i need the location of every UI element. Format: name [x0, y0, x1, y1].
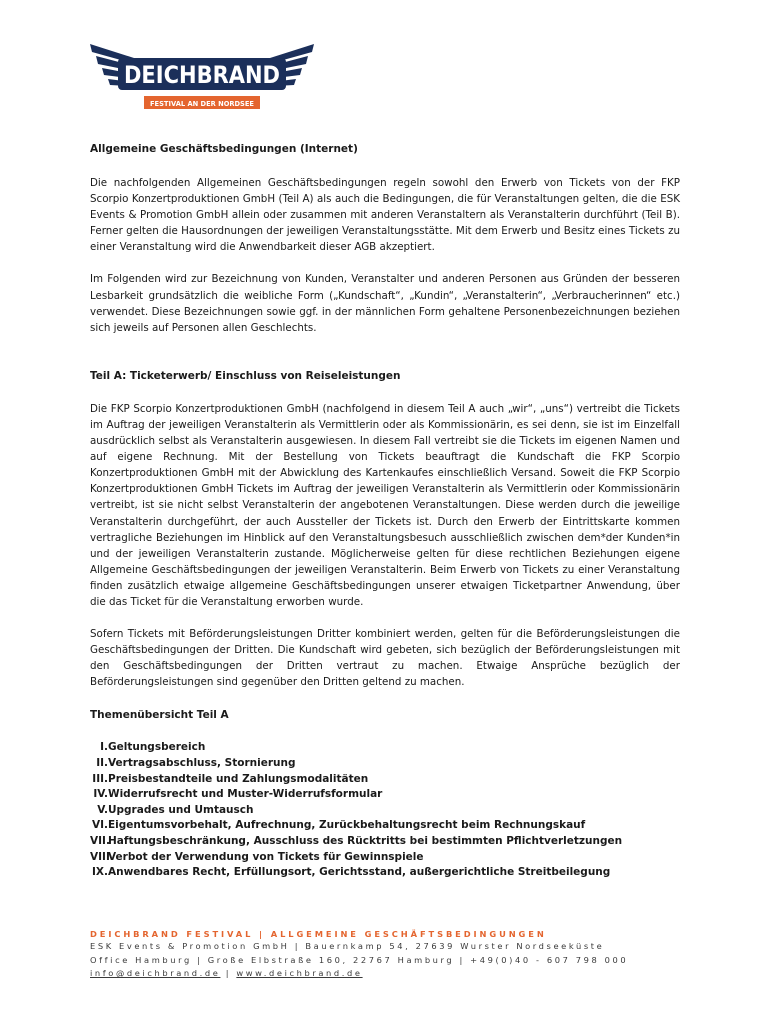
- document-body: [90, 138, 680, 881]
- toc-item: III. Preisbestandteile und Zahlungsmodalitäten: [92, 772, 369, 785]
- footer-office: Office Hamburg | Große Elbstraße 160, 22767 Hamburg | +49(0)40 - 607 798 000: [90, 954, 629, 965]
- intro-paragraph-1: Die nachfolgenden Allgemeinen Geschäftsbedingungen regeln sowohl den Erwerb von Tickets von der FKP Scorpio Konzertproduktionen GmbH (Teil A) als auch die Bedingungen, die für Veranstaltungen gelten, die die ESK Events & Promotion GmbH allein oder zusammen mit anderen Veranstaltern als Veranstalterin durchführt (Teil B). Ferner gelten die Hausordnungen der jeweiligen Veranstaltungsstätte. Mit dem Erwerb und Besitz eines Tickets zu einer Veranstaltung wird die Anwendbarkeit dieser AGB akzeptiert.: [90, 177, 680, 254]
- toc-item: V. Upgrades und Umtausch: [97, 803, 254, 816]
- email-link[interactable]: info@deichbrand.de: [90, 968, 221, 978]
- toc-list: [90, 740, 680, 880]
- toc-heading: Themenübersicht Teil A: [90, 709, 229, 722]
- footer-title: DEICHBRAND FESTIVAL | ALLGEMEINE GESCHÄFTSBEDINGUNGEN: [90, 929, 547, 939]
- document-title: Allgemeine Geschäftsbedingungen (Internet): [90, 143, 358, 155]
- footer-links: [90, 967, 690, 981]
- toc-item: II. Vertragsabschluss, Stornierung: [96, 757, 296, 770]
- toc-item: VI. Eigentumsvorbehalt, Aufrechnung, Zurückbehaltungsrecht beim Rechnungskauf: [91, 819, 586, 832]
- logo-tagline: FESTIVAL AN DER NORDSEE: [150, 100, 255, 108]
- footer-separator: |: [225, 968, 232, 978]
- toc-item: IV. Widerrufsrecht und Muster-Widerrufsformular: [93, 788, 383, 801]
- part-a-heading: Teil A: Ticketerwerb/ Einschluss von Reiseleistungen: [90, 369, 401, 382]
- toc-item: VIII. Verbot der Verwendung von Tickets für Gewinnspiele: [90, 850, 424, 863]
- toc-item: IX. Anwendbares Recht, Erfüllungsort, Gerichtsstand, außergerichtliche Streitbeilegung: [92, 866, 611, 879]
- website-link[interactable]: www.deichbrand.de: [236, 968, 363, 978]
- part-a-paragraph-1: Die FKP Scorpio Konzertproduktionen GmbH (nachfolgend in diesem Teil A auch „wir“, „uns“) vertreibt die Tickets im Auftrag der jeweiligen Veranstalterin als Vermittlerin oder als Kommissionärin, es sei denn, sie ist im Einzelfall ausdrücklich selbst als Veranstalterin ausgewiesen. In diesem Fall vertreibt sie die Tickets im eigenen Namen und auf eigene Rechnung. Mit der Bestellung von Tickets beauftragt die Kundschaft die FKP Scorpio Konzertproduktionen GmbH mit der Abwicklung des Kartenkaufes einschließlich Versand. Soweit die FKP Scorpio Konzertproduktionen GmbH Tickets im Auftrag der jeweiligen Veranstalterin als Vermittlerin oder Kommissionärin vertreibt, ist sie nicht selbst Veranstalterin der angebotenen Veranstaltungen. Diese werden durch die jeweilige Veranstalterin durchgeführt, der auch Aussteller der Tickets ist. Durch den Erwerb der Eintrittskarte kommen vertragliche Beziehungen im Hinblick auf den Veranstaltungsbesuch ausschließlich zwischen dem*der Kunden*in und der jeweiligen Veranstalterin zustande. Möglicherweise gelten für diese rechtlichen Beziehungen eigene Allgemeine Geschäftsbedingungen der jeweiligen Veranstalterin. Beim Erwerb von Tickets zu einer Veranstaltung finden zusätzlich etwaige allgemeine Geschäftsbedingungen unserer etwaigen Ticketpartner Anwendung, über die das Ticket für die Veranstaltung erworben wurde.: [90, 402, 680, 608]
- toc-item: I. Geltungsbereich: [100, 741, 206, 754]
- deichbrand-logo: [88, 38, 316, 118]
- page-footer: [90, 928, 690, 981]
- part-a-paragraph-2: Sofern Tickets mit Beförderungsleistungen Dritter kombiniert werden, gelten für die Beförderungsleistungen die Geschäftsbedingungen der Dritten. Die Kundschaft wird gebeten, sich bezüglich der Beförderungsleistungen mit den Geschäftsbedingungen der Dritten vertraut zu machen. Etwaige Ansprüche bezüglich der Beförderungsleistungen sind gegenüber den Dritten geltend zu machen.: [90, 628, 680, 689]
- intro-paragraph-2: Im Folgenden wird zur Bezeichnung von Kunden, Veranstalter und anderen Personen aus Gründen der besseren Lesbarkeit grundsätzlich die weibliche Form („Kundschaft“, „Kundin“, „Veranstalterin“, „Verbraucherinnen“ etc.) verwendet. Diese Bezeichnungen sowie ggf. in der männlichen Form gehaltene Personenbezeichnungen beziehen sich jeweils auf Personen allen Geschlechts.: [90, 273, 680, 334]
- toc-item: VII. Haftungsbeschränkung, Ausschluss des Rücktritts bei bestimmten Pflichtverletzungen: [90, 835, 623, 847]
- footer-address: ESK Events & Promotion GmbH | Bauernkamp 54, 27639 Wurster Nordseeküste: [90, 941, 605, 951]
- logo-wordmark: DEICHBRAND: [124, 61, 280, 89]
